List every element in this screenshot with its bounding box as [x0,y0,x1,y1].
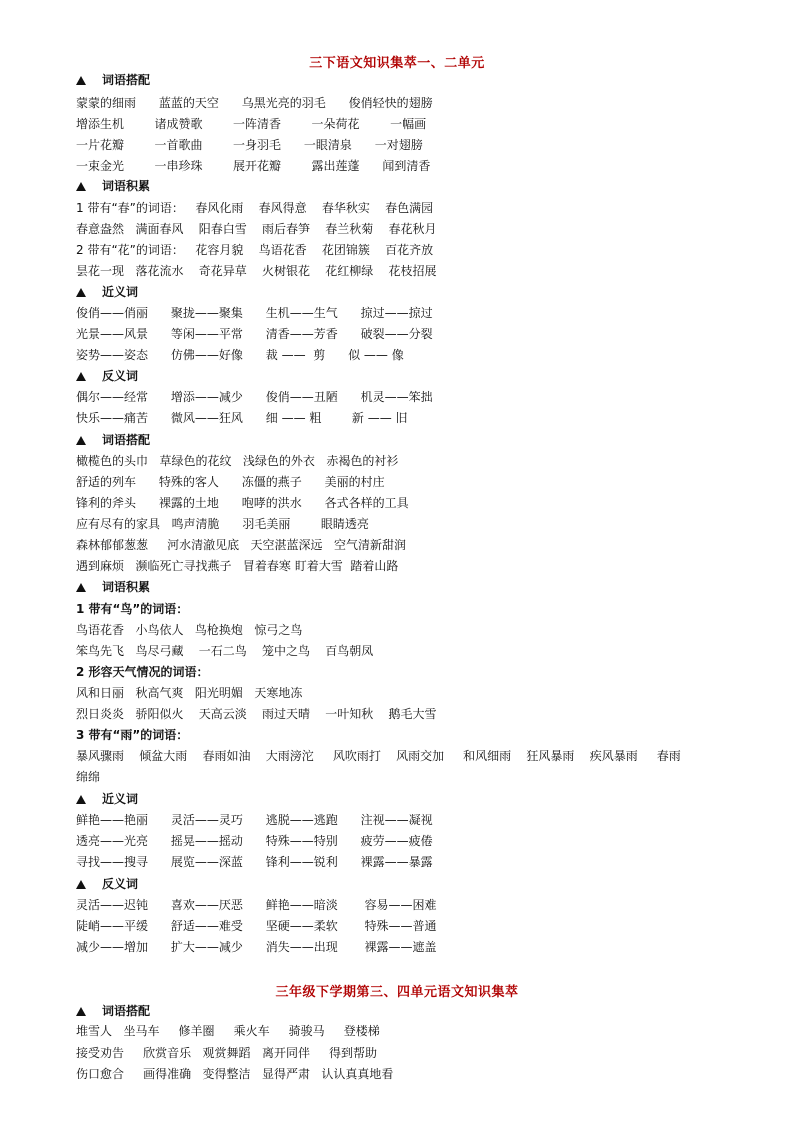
line-text: 透亮——光亮 摇晃——摇动 特殊——特别 疲劳——疲倦 [76,834,433,848]
text-line [76,474,385,490]
line-text: 接受劝告 欣赏音乐 观赏舞蹈 离开同伴 得到帮助 [76,1046,378,1060]
line-text: 暴风骤雨 倾盆大雨 春雨如油 大雨滂沱 风吹雨打 风雨交加 和风细雨 狂风暴雨 疾风暴雨 春雨 [76,749,681,763]
triangle-icon [76,880,86,889]
line-text: 应有尽有的家具 鸣声清脆 羽毛美丽 眼睛透亮 [76,517,369,531]
line-text: 近义词 [102,792,139,806]
text-line [76,200,433,216]
line-text: 鲜艳——艳丽 灵活——灵巧 逃脱——逃跑 注视——凝视 [76,813,433,827]
line-text: 森林郁郁葱葱 河水清澈见底 天空湛蓝深远 空气清新甜润 [76,538,406,552]
section-heading [76,284,138,300]
text-line [76,748,681,764]
subheading [76,727,188,743]
line-text: 姿势——姿态 仿佛——好像 裁 —— 剪 似 —— 像 [76,348,404,362]
text-line [76,516,369,532]
text-line [76,897,436,913]
text-line [76,812,433,828]
text-line [76,769,100,785]
line-text: 锋利的斧头 裸露的土地 咆哮的洪水 各式各样的工具 [76,496,409,510]
line-text: 近义词 [102,285,139,299]
text-line [76,495,409,511]
section-heading [76,876,138,892]
line-text: 寻找——搜寻 展览——深蓝 锋利——锐利 裸露——暴露 [76,855,433,869]
text-line [76,706,436,722]
line-text: 昙花一现 落花流水 奇花异草 火树银花 花红柳绿 花枝招展 [76,264,437,278]
text-line [76,326,433,342]
text-line [76,410,408,426]
line-text: 一片花瓣 一首歌曲 一身羽毛 一眼清泉 一对翅膀 [76,138,423,152]
line-text: 笨鸟先飞 鸟尽弓藏 一石二鸟 笼中之鸟 百鸟朝凤 [76,644,374,658]
line-text: 一束金光 一串珍珠 展开花瓣 露出莲蓬 闻到清香 [76,159,431,173]
text-line [76,116,426,132]
text-line [76,1023,380,1039]
section-heading [76,72,150,88]
triangle-icon [76,583,86,592]
line-text: 橄榄色的头巾 草绿色的花纹 浅绿色的外衣 赤褐色的衬衫 [76,454,399,468]
text-line [76,918,436,934]
line-text: 鸟语花香 小鸟依人 鸟枪换炮 惊弓之鸟 [76,623,303,637]
line-text: 蒙蒙的细雨 蓝蓝的天空 乌黑光亮的羽毛 俊俏轻快的翅膀 [76,96,433,110]
line-text: 反义词 [102,369,139,383]
line-text: 词语搭配 [102,433,151,447]
line-text: 1 带有“春”的词语： 春风化雨 春风得意 春华秋实 春色满园 [76,201,434,215]
triangle-icon [76,288,86,297]
line-text: 反义词 [102,877,139,891]
section-heading [76,791,138,807]
line-text: 增添生机 诸成赞歌 一阵清香 一朵荷花 一幅画 [76,117,427,131]
line-text: 风和日丽 秋高气爽 阳光明媚 天寒地冻 [76,686,303,700]
text-line [76,939,436,955]
subheading [76,664,209,680]
text-line [76,389,433,405]
text-line [76,833,433,849]
text-line [76,242,433,258]
section-heading [76,432,150,448]
text-line [76,622,302,638]
text-line [76,158,430,174]
line-text: 减少——增加 扩大——减少 消失——出现 裸露——遮盖 [76,940,437,954]
text-line [76,347,404,363]
section-title-1: 三下语文知识集萃一、二单元 [309,56,485,71]
line-text: 2 带有“花”的词语： 花容月貌 鸟语花香 花团锦簇 百花齐放 [76,243,434,257]
line-text: 词语积累 [102,580,151,594]
text-line [76,537,406,553]
line-text: 快乐——痛苦 微风——狂风 细 —— 粗 新 —— 旧 [76,411,408,425]
line-text: 伤口愈合 画得准确 变得整洁 显得严肃 认认真真地看 [76,1067,394,1081]
line-text: 3 带有“雨”的词语： [76,728,189,742]
line-text: 1 带有“鸟”的词语： [76,602,189,616]
line-text: 俊俏——俏丽 聚拢——聚集 生机——生气 掠过——掠过 [76,306,433,320]
line-text: 光景——风景 等闲——平常 清香——芳香 破裂——分裂 [76,327,433,341]
line-text: 烈日炎炎 骄阳似火 天高云淡 雨过天晴 一叶知秋 鹅毛大雪 [76,707,437,721]
line-text: 春意盎然 满面春风 阳春白雪 雨后春笋 春兰秋菊 春花秋月 [76,222,437,236]
text-line [76,453,398,469]
text-line [76,1045,377,1061]
triangle-icon [76,372,86,381]
section-heading [76,579,150,595]
text-line [76,643,373,659]
text-line [76,558,398,574]
text-line [76,1066,393,1082]
line-text: 2 形容天气情况的词语： [76,665,209,679]
triangle-icon [76,1007,86,1016]
line-text: 绵绵 [76,770,101,784]
triangle-icon [76,76,86,85]
line-text: 舒适的列车 特殊的客人 冻僵的燕子 美丽的村庄 [76,475,385,489]
text-line [76,263,436,279]
line-text: 堆雪人 坐马车 修羊圈 乘火车 骑骏马 登楼梯 [76,1024,380,1038]
line-text: 词语积累 [102,179,151,193]
line-text: 灵活——迟钝 喜欢——厌恶 鲜艳——暗淡 容易——困难 [76,898,437,912]
text-line [76,854,433,870]
section-heading [76,178,150,194]
text-line [76,221,436,237]
line-text: 偶尔——经常 增添——减少 俊俏——丑陋 机灵——笨拙 [76,390,433,404]
line-text: 词语搭配 [102,1004,151,1018]
text-line [76,685,302,701]
triangle-icon [76,182,86,191]
text-line [76,95,433,111]
line-text: 遇到麻烦 濒临死亡寻找燕子 冒着春寒 盯着大雪 踏着山路 [76,559,399,573]
section-title-2: 三年级下学期第三、四单元语文知识集萃 [275,985,519,1000]
text-line [76,137,423,153]
triangle-icon [76,795,86,804]
section-heading [76,1003,150,1019]
text-line [76,305,433,321]
subheading [76,601,188,617]
line-text: 词语搭配 [102,73,151,87]
line-text: 陡峭——平缓 舒适——难受 坚硬——柔软 特殊——普通 [76,919,437,933]
triangle-icon [76,436,86,445]
section-heading [76,368,138,384]
